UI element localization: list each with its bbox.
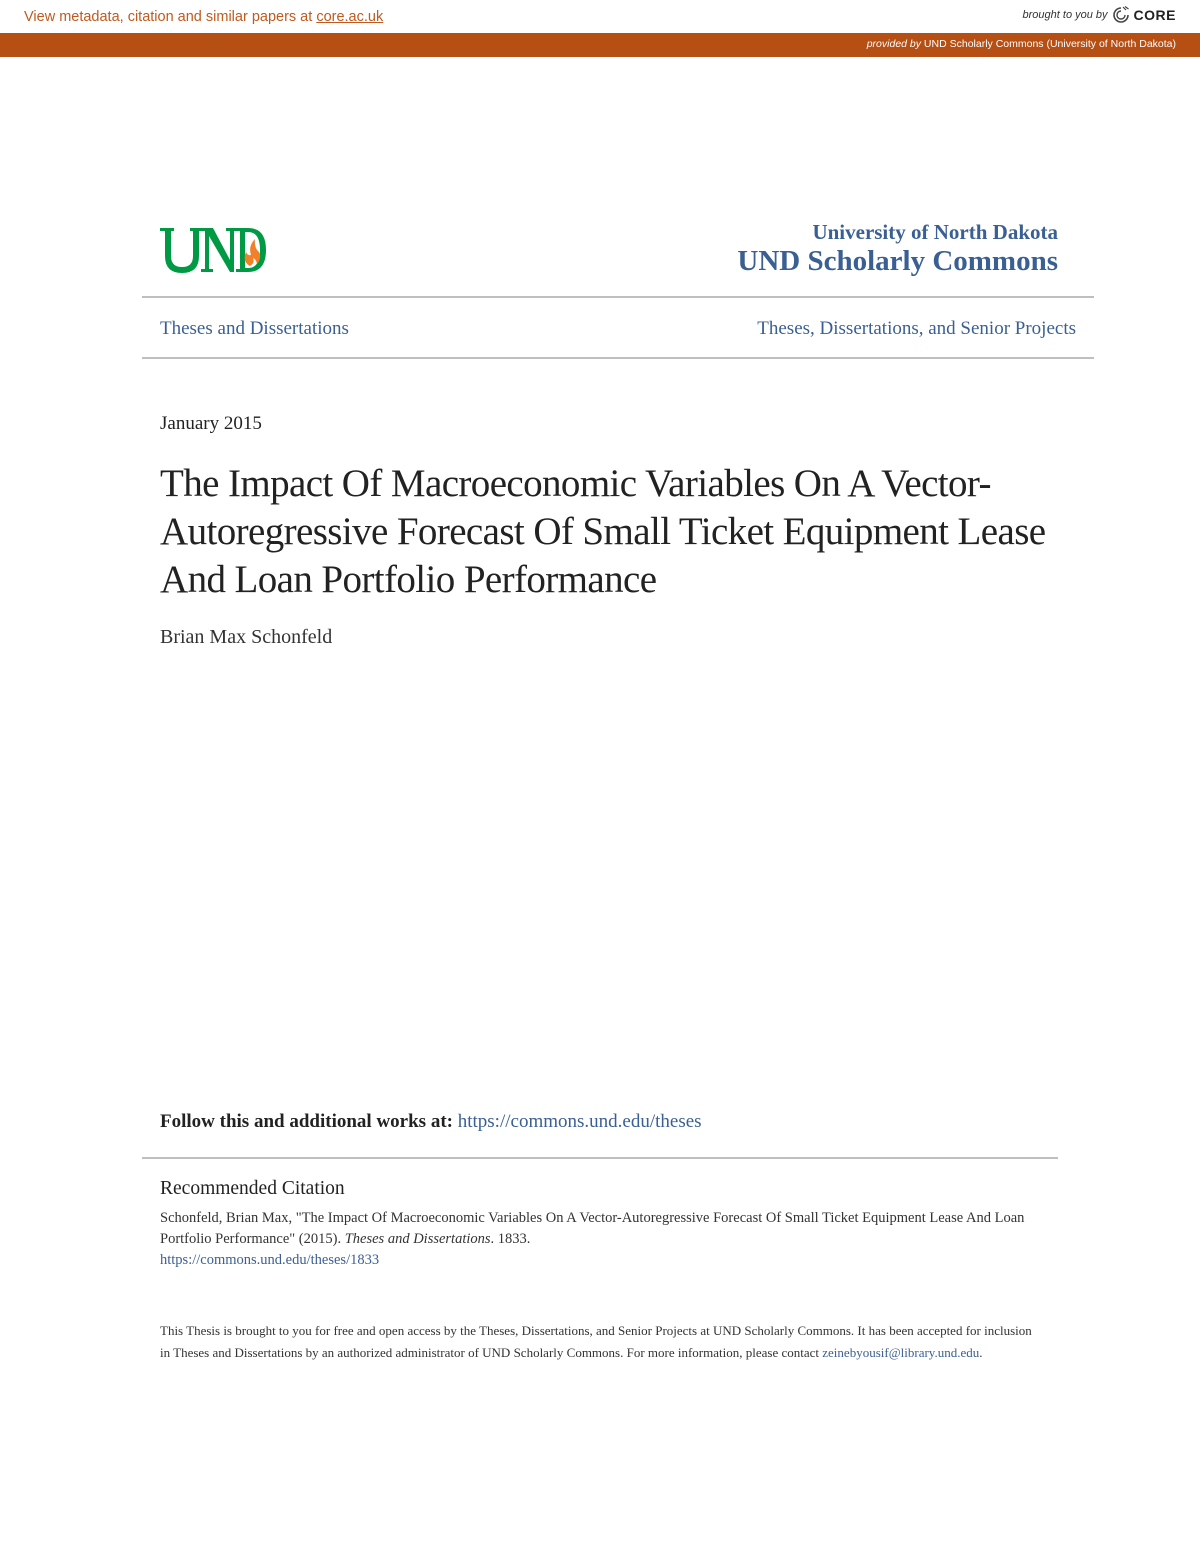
core-brand: CORE — [1133, 7, 1176, 23]
notice-text: This Thesis is brought to you for free and open access by the Theses, Dissertations, and Senior Projects at UND Scholarly Commons. It has been accepted for inclusion in Theses and Dissertations by an authorized administrator of UND Scholarly Commons. For more information, please contact — [160, 1323, 1032, 1360]
citation-number: . 1833. — [490, 1231, 531, 1247]
core-provided-by — [867, 38, 1176, 50]
core-brought-text: brought to you by — [1022, 9, 1108, 21]
core-provided-text: UND Scholarly Commons (University of North Dakota) — [921, 38, 1176, 50]
notice-end: . — [979, 1345, 983, 1360]
header-divider-bottom — [142, 357, 1094, 359]
citation-divider — [142, 1157, 1058, 1159]
core-brought-by[interactable] — [1023, 6, 1176, 24]
university-name[interactable]: University of North Dakota — [812, 220, 1058, 244]
repository-name[interactable]: UND Scholarly Commons — [737, 245, 1058, 277]
follow-link[interactable]: https://commons.und.edu/theses — [457, 1111, 702, 1132]
contact-email-link[interactable]: zeinebyousif@library.und.edu — [822, 1345, 980, 1360]
citation-link[interactable]: https://commons.und.edu/theses/1833 — [160, 1252, 380, 1268]
document-title: The Impact Of Macroeconomic Variables On A Vector-Autoregressive Forecast Of Small Ticket Equipment Lease And Loan Portfolio Performance — [160, 462, 1046, 601]
core-metadata-line — [24, 9, 383, 25]
core-provided-prefix: provided by — [866, 38, 922, 50]
follow-label: Follow this and additional works at: — [160, 1111, 458, 1132]
publication-date: January 2015 — [160, 413, 262, 434]
header-divider-top — [142, 296, 1094, 298]
nav-senior-projects-link[interactable]: Theses, Dissertations, and Senior Projects — [757, 318, 1076, 339]
core-metadata-link[interactable]: core.ac.uk — [316, 9, 384, 25]
core-metadata-text: View metadata, citation and similar papers at — [24, 9, 317, 25]
core-logo-icon — [1112, 6, 1130, 24]
access-notice — [160, 1320, 1040, 1364]
author-name: Brian Max Schonfeld — [160, 626, 333, 648]
citation-text: Schonfeld, Brian Max, "The Impact Of Macroeconomic Variables On A Vector-Autoregressive Forecast Of Small Ticket Equipment Lease And Loan Portfolio Performance" (2015). — [160, 1210, 1025, 1247]
citation-source: Theses and Dissertations — [344, 1231, 491, 1247]
follow-line — [160, 1111, 702, 1133]
und-logo-icon — [158, 222, 268, 278]
nav-theses-dissertations-link[interactable]: Theses and Dissertations — [160, 318, 349, 339]
citation-body — [160, 1208, 1040, 1271]
citation-heading: Recommended Citation — [160, 1178, 345, 1199]
